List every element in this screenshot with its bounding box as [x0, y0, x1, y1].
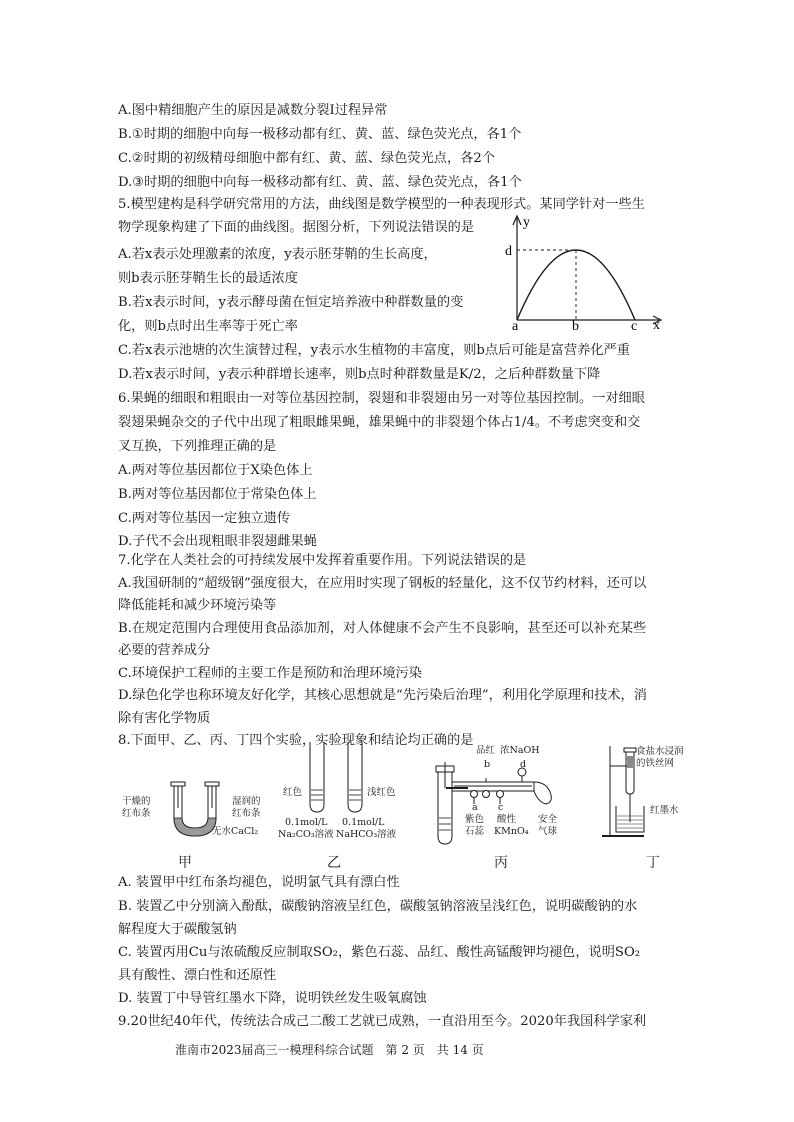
q5-option-c: C.若x表示池塘的次生演替过程，y表示水生植物的丰富度，则b点后可能是富营养化严重 [118, 343, 630, 358]
q8-option-c: C. 装置丙用Cu与浓硫酸反应制取SO₂，紫色石蕊、品红、酸性高锰酸钾均褪色，说明SO₂ [118, 945, 641, 960]
bing-anquan-label: 安全 [538, 814, 558, 825]
q5-option-d: D.若x表示时间，y表示种群增长速率，则b点时种群数量是K/2，之后种群数量下降 [118, 367, 601, 382]
jia-left-label-1: 干燥的 [122, 796, 151, 807]
caption-bing: 丙 [494, 855, 508, 871]
q6-option-c: C.两对等位基因一定独立遗传 [118, 511, 291, 526]
yi-tube2-conc: 0.1mol/L [342, 817, 385, 828]
q4-option-a: A.图中精细胞产生的原因是减数分裂Ⅰ过程异常 [118, 103, 388, 118]
caption-yi: 乙 [327, 855, 341, 871]
graph-d-label: d [505, 244, 512, 259]
q7-option-c: C.环境保护工程师的主要工作是预防和治理环境污染 [118, 666, 422, 681]
q4-option-c: C.②时期的初级精母细胞中都有红、黄、蓝、绿色荧光点，各2个 [118, 151, 495, 166]
q7-option-d-cont: 除有害化学物质 [118, 711, 211, 726]
ding-label-1: 食盐水浸润 [636, 746, 684, 757]
page-footer: 淮南市2023届高三一模理科综合试题 第 2 页 共 14 页 [175, 1043, 484, 1057]
q8-option-b-cont: 解程度大于碳酸氢钠 [118, 922, 237, 937]
q5-option-b: B.若x表示时间，y表示酵母菌在恒定培养液中种群数量的变 [118, 295, 464, 310]
graph-b-label: b [572, 319, 579, 334]
q5-stem-line2: 物学现象构建了下面的曲线图。据图分析，下列说法错误的是 [118, 220, 475, 235]
q6-stem-line1: 6.果蝇的细眼和粗眼由一对等位基因控制，裂翅和非裂翅由另一对等位基因控制。一对细眼 [118, 391, 645, 406]
q7-option-b: B.在规定范围内合理使用食品添加剂，对人体健康不会产生不良影响，甚至还可以补充某些 [118, 621, 647, 636]
yi-tube1-solution: Na₂CO₃溶液 [278, 829, 334, 840]
q7-option-a: A.我国研制的“超级钢”强度很大，在应用时实现了钢板的轻量化，这不仅节约材料，还可以 [118, 576, 647, 591]
graph-c-label: c [631, 319, 638, 334]
q8-stem: 8.下面甲、乙、丙、丁四个实验，实验现象和结论均正确的是 [118, 733, 474, 748]
bing-kmno4-label: KMnO₄ [494, 826, 529, 837]
bing-pinhong-label: 品红 [476, 745, 496, 756]
q4-option-b: B.①时期的细胞中向每一极移动都有红、黄、蓝、绿色荧光点，各1个 [118, 127, 522, 142]
bing-d-label: d [520, 759, 527, 770]
bing-suanxing-label: 酸性 [497, 814, 517, 825]
jia-right-label-1: 湿润的 [232, 796, 261, 807]
yi-tube1-conc: 0.1mol/L [285, 817, 328, 828]
bing-shirui-label: 石蕊 [465, 826, 485, 837]
q8-option-c-cont: 具有酸性、漂白性和还原性 [118, 968, 277, 983]
ding-label-3: 红墨水 [650, 805, 679, 816]
q7-stem: 7.化学在人类社会的可持续发展中发挥着重要作用。下列说法错误的是 [118, 553, 527, 568]
q5-option-a: A.若x表示处理激素的浓度，y表示胚芽鞘的生长高度， [118, 247, 437, 262]
caption-jia: 甲 [178, 855, 192, 871]
q4-option-d: D.③时期的细胞中向每一极移动都有红、黄、蓝、绿色荧光点，各1个 [118, 175, 522, 190]
graph-y-label: y [523, 215, 530, 230]
q8-option-a: A. 装置甲中红布条均褪色，说明氯气具有漂白性 [118, 875, 400, 890]
yi-light-red-label: 浅红色 [367, 787, 396, 798]
bing-c-label: c [498, 802, 504, 813]
q6-stem-line3: 叉互换，下列推理正确的是 [118, 439, 277, 454]
caption-ding: 丁 [646, 855, 660, 871]
bing-zise-label: 紫色 [465, 814, 485, 825]
yi-tube2-solution: NaHCO₃溶液 [336, 829, 397, 840]
q7-option-a-cont: 降低能耗和减少环境污染等 [118, 598, 277, 613]
jia-bottom-label: 无水CaCl₂ [212, 826, 259, 837]
q7-option-b-cont: 必要的营养成分 [118, 643, 211, 658]
q8-option-b: B. 装置乙中分别滴入酚酞，碳酸钠溶液呈红色，碳酸氢钠溶液呈浅红色，说明碳酸钠的水 [118, 899, 638, 914]
q8-option-d: D. 装置丁中导管红墨水下降，说明铁丝发生吸氧腐蚀 [118, 991, 427, 1006]
bing-a-label: a [472, 802, 478, 813]
jia-left-label-2: 红布条 [122, 808, 151, 819]
bing-naoh-label: 浓NaOH [500, 745, 540, 756]
bing-b-label: b [484, 759, 491, 770]
q5-option-a-cont: 则b表示胚芽鞘生长的最适浓度 [118, 271, 298, 286]
graph-x-label: x [653, 318, 660, 333]
bing-qiqiu-label: 气球 [538, 826, 558, 837]
q6-option-a: A.两对等位基因都位于X染色体上 [118, 463, 313, 478]
q5-curve-graph [495, 212, 675, 332]
q5-stem-line1: 5.模型建构是科学研究常用的方法，曲线图是数学模型的一种表现形式。某同学针对一些生 [118, 197, 645, 212]
fig-yi-test-tubes [302, 740, 372, 816]
q6-option-d: D.子代不会出现粗眼非裂翅雌果蝇 [118, 534, 317, 549]
jia-right-label-2: 红布条 [232, 808, 261, 819]
ding-label-2: 的铁丝网 [636, 758, 675, 769]
q7-option-d: D.绿色化学也称环境友好化学，其核心思想就是“先污染后治理”，利用化学原理和技术，消 [118, 688, 647, 703]
graph-a-label: a [512, 319, 519, 334]
q5-option-b-cont: 化，则b点时出生率等于死亡率 [118, 319, 298, 334]
yi-red-label: 红色 [283, 787, 303, 798]
q6-stem-line2: 裂翅果蝇杂交的子代中出现了粗眼雌果蝇，雄果蝇中的非裂翅个体占1/4。不考虑突变和交 [118, 415, 641, 430]
q9-stem: 9.20世纪40年代，传统法合成己二酸工艺就已成熟，一直沿用至今。2020年我国科学家利 [118, 1014, 647, 1029]
q6-option-b: B.两对等位基因都位于常染色体上 [118, 487, 317, 502]
